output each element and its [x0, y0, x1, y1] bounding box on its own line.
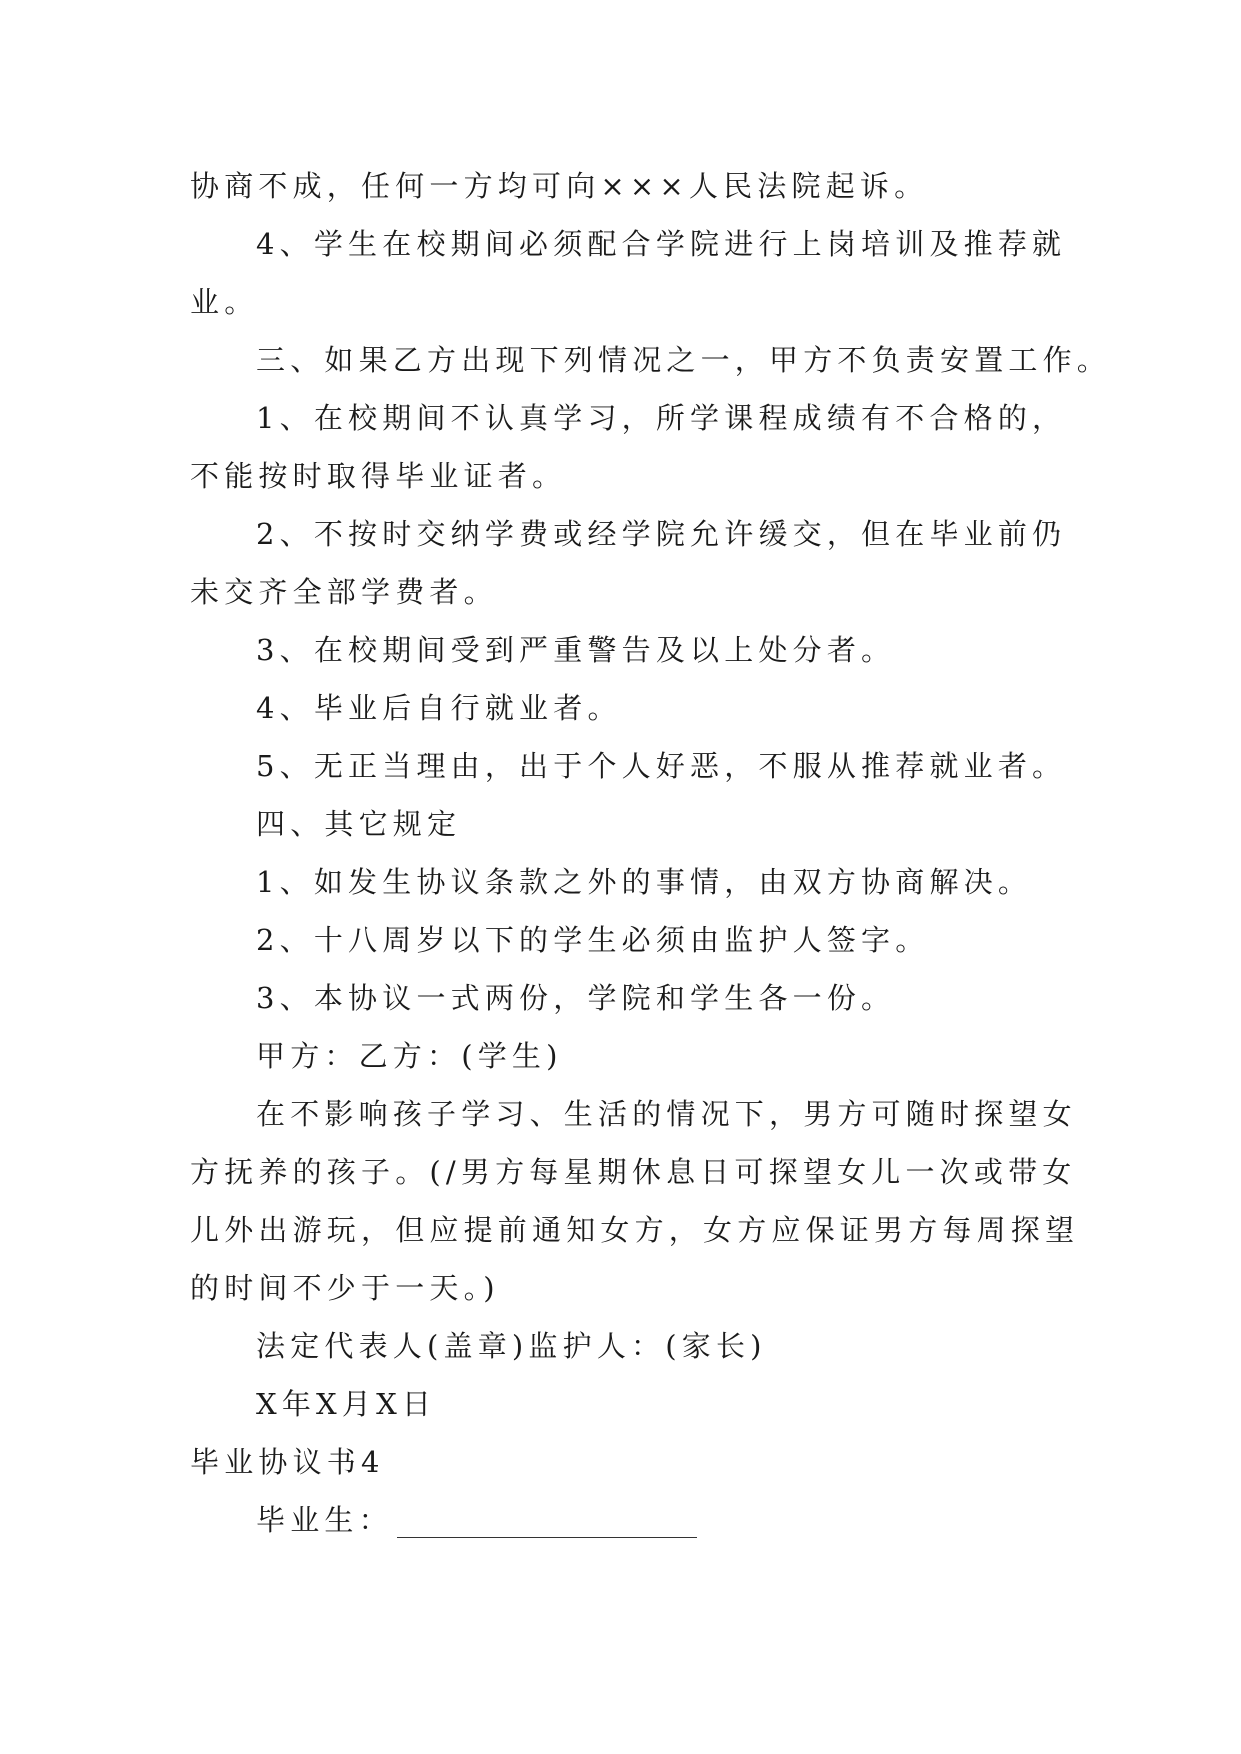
signature-line: 法定代表人(盖章)监护人：(家长)	[256, 1329, 767, 1363]
text-line: 三、如果乙方出现下列情况之一，甲方不负责安置工作。	[256, 343, 1112, 377]
text-line: 1、如发生协议条款之外的事情，由双方协商解决。	[256, 865, 1033, 899]
text-line: 3、本协议一式两份，学院和学生各一份。	[256, 981, 896, 1015]
text-line: 在不影响孩子学习、生活的情况下，男方可随时探望女	[256, 1097, 1077, 1131]
text-line: 1、在校期间不认真学习，所学课程成绩有不合格的，	[256, 401, 1067, 435]
text-line: 2、不按时交纳学费或经学院允许缓交，但在毕业前仍	[256, 517, 1067, 551]
date-line: X年X月X日	[256, 1387, 437, 1421]
text-line: 未交齐全部学费者。	[190, 575, 498, 609]
text-line: 4、毕业后自行就业者。	[256, 691, 622, 725]
text-line: 业。	[190, 285, 259, 319]
text-line: 2、十八周岁以下的学生必须由监护人签字。	[256, 923, 930, 957]
section-heading: 四、其它规定	[256, 807, 462, 841]
text-line: 5、无正当理由，出于个人好恶，不服从推荐就业者。	[256, 749, 1067, 783]
text-line: 的时间不少于一天。)	[190, 1271, 500, 1305]
text-line: 协商不成，任何一方均可向×××人民法院起诉。	[190, 169, 929, 203]
graduate-blank	[397, 1507, 697, 1538]
graduate-field	[256, 1494, 697, 1546]
text-line: 不能按时取得毕业证者。	[190, 459, 567, 493]
document-title: 毕业协议书4	[190, 1445, 385, 1479]
text-line: 3、在校期间受到严重警告及以上处分者。	[256, 633, 896, 667]
graduate-label: 毕业生：	[256, 1503, 393, 1537]
text-line: 方抚养的孩子。(/男方每星期休息日可探望女儿一次或带女	[190, 1155, 1077, 1189]
signature-parties-line: 甲方：乙方：(学生)	[256, 1039, 563, 1073]
text-line: 儿外出游玩，但应提前通知女方，女方应保证男方每周探望	[190, 1213, 1080, 1247]
text-line: 4、学生在校期间必须配合学院进行上岗培训及推荐就	[256, 227, 1067, 261]
